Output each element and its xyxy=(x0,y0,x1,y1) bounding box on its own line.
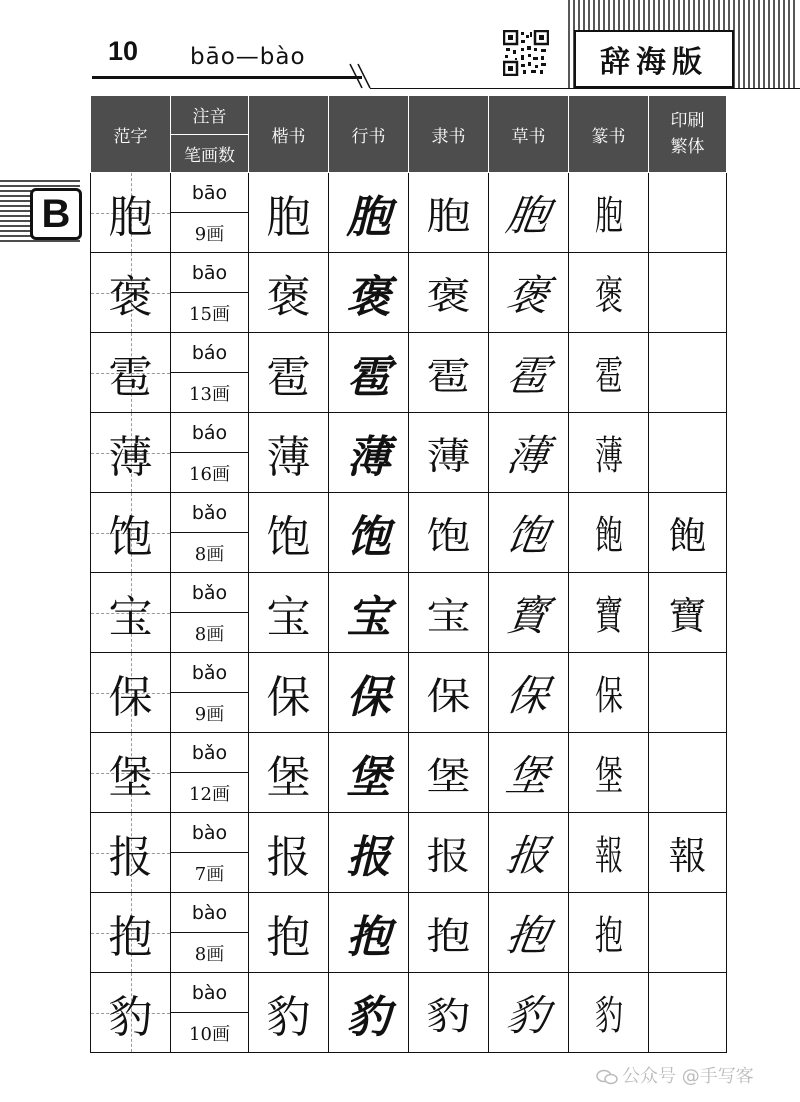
zhuanshu-glyph: 抱 xyxy=(594,913,623,959)
zhuanshu-cell xyxy=(569,573,649,653)
xingshu-glyph: 豹 xyxy=(329,973,409,1053)
kaishu-glyph: 胞 xyxy=(249,173,329,253)
zhuanshu-glyph: 豹 xyxy=(594,993,623,1039)
zhuanshu-cell xyxy=(569,893,649,973)
caoshu-cell xyxy=(489,333,569,413)
xingshu-glyph: 保 xyxy=(329,653,409,733)
xingshu-glyph: 薄 xyxy=(329,413,409,493)
fanti-glyph: 寶 xyxy=(649,573,727,653)
caoshu-glyph: 薄 xyxy=(503,430,553,480)
zhuanshu-cell xyxy=(569,493,649,573)
lishu-glyph: 堡 xyxy=(426,754,471,798)
zhuanshu-glyph: 報 xyxy=(594,833,623,879)
stroke-count: 13画 xyxy=(171,373,249,413)
watermark-text: 公众号 @手写客 xyxy=(622,1066,754,1087)
main-character: 宝 xyxy=(91,573,171,653)
col-header-zhuyin-bihua xyxy=(171,96,249,173)
kaishu-glyph: 薄 xyxy=(249,413,329,493)
lishu-cell xyxy=(409,653,489,733)
fanti-glyph: 報 xyxy=(649,813,727,893)
zhuanshu-glyph: 保 xyxy=(594,673,623,719)
main-character: 报 xyxy=(91,813,171,893)
lishu-glyph: 薄 xyxy=(426,434,471,478)
zhuanshu-cell xyxy=(569,253,649,333)
fanti-glyph xyxy=(649,173,727,253)
col-header-fanti: 印刷 繁体 xyxy=(649,96,727,173)
table-row xyxy=(91,413,727,453)
caoshu-glyph: 堡 xyxy=(503,750,553,800)
main-character: 雹 xyxy=(91,333,171,413)
table-row xyxy=(91,973,727,1013)
col-header-zhuanshu: 篆书 xyxy=(569,96,649,173)
zhuanshu-glyph: 胞 xyxy=(594,193,623,239)
caoshu-cell xyxy=(489,893,569,973)
zhuanshu-cell xyxy=(569,653,649,733)
table-row xyxy=(91,253,727,293)
caoshu-glyph: 保 xyxy=(503,670,553,720)
col-header-xingshu: 行书 xyxy=(329,96,409,173)
fanti-glyph xyxy=(649,333,727,413)
lishu-glyph: 报 xyxy=(426,834,471,878)
caoshu-glyph: 胞 xyxy=(503,190,553,240)
caoshu-cell xyxy=(489,973,569,1053)
lishu-cell xyxy=(409,333,489,413)
header-slash-decoration xyxy=(348,62,374,90)
section-letter-tab[interactable]: B xyxy=(30,188,82,240)
fanti-glyph xyxy=(649,893,727,973)
zhuanshu-glyph: 薄 xyxy=(594,433,623,479)
pinyin: bào xyxy=(171,973,249,1013)
table-row xyxy=(91,173,727,213)
pinyin: bāo xyxy=(171,253,249,293)
caoshu-glyph: 褒 xyxy=(503,270,553,320)
main-character: 胞 xyxy=(91,173,171,253)
xingshu-glyph: 抱 xyxy=(329,893,409,973)
col-header-fanzi: 范字 xyxy=(91,96,171,173)
lishu-cell xyxy=(409,733,489,813)
main-character: 堡 xyxy=(91,733,171,813)
header-rule xyxy=(92,76,362,79)
stroke-count: 9画 xyxy=(171,213,249,253)
xingshu-glyph: 饱 xyxy=(329,493,409,573)
pinyin: báo xyxy=(171,333,249,373)
lishu-cell xyxy=(409,893,489,973)
lishu-cell xyxy=(409,493,489,573)
lishu-glyph: 保 xyxy=(426,674,471,718)
main-character: 豹 xyxy=(91,973,171,1053)
main-character: 抱 xyxy=(91,893,171,973)
pinyin: bào xyxy=(171,813,249,853)
xingshu-glyph: 雹 xyxy=(329,333,409,413)
wechat-icon xyxy=(596,1069,618,1085)
character-table xyxy=(90,95,727,1053)
page-number: 10 xyxy=(108,36,139,66)
kaishu-glyph: 报 xyxy=(249,813,329,893)
caoshu-cell xyxy=(489,173,569,253)
main-character: 褒 xyxy=(91,253,171,333)
col-header-bihua: 笔画数 xyxy=(184,145,235,166)
edition-label-box xyxy=(574,30,734,88)
lishu-cell xyxy=(409,973,489,1053)
col-header-kaishu: 楷书 xyxy=(249,96,329,173)
col-header-zhuyin: 注音 xyxy=(171,96,248,135)
table-row xyxy=(91,333,727,373)
kaishu-glyph: 堡 xyxy=(249,733,329,813)
stroke-count: 7画 xyxy=(171,853,249,893)
kaishu-glyph: 抱 xyxy=(249,893,329,973)
caoshu-glyph: 雹 xyxy=(503,350,553,400)
stroke-count: 9画 xyxy=(171,693,249,733)
lishu-cell xyxy=(409,813,489,893)
lishu-glyph: 饱 xyxy=(426,514,471,558)
stroke-count: 12画 xyxy=(171,773,249,813)
kaishu-glyph: 饱 xyxy=(249,493,329,573)
fanti-glyph xyxy=(649,973,727,1053)
pinyin: bǎo xyxy=(171,653,249,693)
caoshu-cell xyxy=(489,813,569,893)
main-character: 保 xyxy=(91,653,171,733)
kaishu-glyph: 豹 xyxy=(249,973,329,1053)
lishu-glyph: 胞 xyxy=(426,194,471,238)
zhuanshu-glyph: 飽 xyxy=(594,513,623,559)
stroke-count: 8画 xyxy=(171,533,249,573)
pinyin: báo xyxy=(171,413,249,453)
fanti-glyph xyxy=(649,733,727,813)
stroke-count: 10画 xyxy=(171,1013,249,1053)
lishu-glyph: 雹 xyxy=(426,354,471,398)
header-rule-right xyxy=(370,88,800,89)
xingshu-glyph: 褒 xyxy=(329,253,409,333)
xingshu-glyph: 堡 xyxy=(329,733,409,813)
table-row xyxy=(91,893,727,933)
pinyin: bāo xyxy=(171,173,249,213)
fanti-glyph xyxy=(649,413,727,493)
lishu-glyph: 褒 xyxy=(426,274,471,318)
lishu-glyph: 宝 xyxy=(426,594,471,638)
stroke-count: 8画 xyxy=(171,933,249,973)
caoshu-cell xyxy=(489,413,569,493)
fanti-glyph xyxy=(649,653,727,733)
lishu-glyph: 豹 xyxy=(426,994,471,1038)
col-header-caoshu: 草书 xyxy=(489,96,569,173)
caoshu-cell xyxy=(489,733,569,813)
pinyin: bǎo xyxy=(171,733,249,773)
kaishu-glyph: 褒 xyxy=(249,253,329,333)
watermark xyxy=(596,1062,754,1088)
stroke-count: 8画 xyxy=(171,613,249,653)
fanti-glyph xyxy=(649,253,727,333)
kaishu-glyph: 保 xyxy=(249,653,329,733)
lishu-cell xyxy=(409,253,489,333)
xingshu-glyph: 宝 xyxy=(329,573,409,653)
pinyin: bǎo xyxy=(171,573,249,613)
caoshu-glyph: 饱 xyxy=(503,510,553,560)
main-character: 薄 xyxy=(91,413,171,493)
edition-label: 辞海版 xyxy=(600,45,708,80)
lishu-cell xyxy=(409,573,489,653)
table-row xyxy=(91,733,727,773)
caoshu-glyph: 抱 xyxy=(503,910,553,960)
pinyin: bào xyxy=(171,893,249,933)
table-row xyxy=(91,573,727,613)
kaishu-glyph: 雹 xyxy=(249,333,329,413)
caoshu-glyph: 豹 xyxy=(503,990,553,1040)
zhuanshu-glyph: 褒 xyxy=(594,273,623,319)
pinyin: bǎo xyxy=(171,493,249,533)
caoshu-glyph: 寳 xyxy=(503,590,553,640)
main-character: 饱 xyxy=(91,493,171,573)
stroke-count: 15画 xyxy=(171,293,249,333)
lishu-glyph: 抱 xyxy=(426,914,471,958)
caoshu-glyph: 报 xyxy=(503,830,553,880)
zhuanshu-cell xyxy=(569,733,649,813)
zhuanshu-cell xyxy=(569,413,649,493)
table-row xyxy=(91,813,727,853)
qr-code-icon[interactable] xyxy=(503,30,549,76)
kaishu-glyph: 宝 xyxy=(249,573,329,653)
zhuanshu-cell xyxy=(569,173,649,253)
table-row xyxy=(91,653,727,693)
zhuanshu-cell xyxy=(569,333,649,413)
caoshu-cell xyxy=(489,493,569,573)
caoshu-cell xyxy=(489,653,569,733)
zhuanshu-glyph: 寶 xyxy=(594,593,623,639)
xingshu-glyph: 报 xyxy=(329,813,409,893)
lishu-cell xyxy=(409,413,489,493)
caoshu-cell xyxy=(489,253,569,333)
table-row xyxy=(91,493,727,533)
pinyin-range: bāo—bào xyxy=(190,44,306,70)
caoshu-cell xyxy=(489,573,569,653)
stroke-count: 16画 xyxy=(171,453,249,493)
fanti-glyph: 飽 xyxy=(649,493,727,573)
lishu-cell xyxy=(409,173,489,253)
col-header-lishu: 隶书 xyxy=(409,96,489,173)
zhuanshu-cell xyxy=(569,973,649,1053)
zhuanshu-glyph: 雹 xyxy=(594,353,623,399)
zhuanshu-cell xyxy=(569,813,649,893)
zhuanshu-glyph: 堡 xyxy=(594,753,623,799)
xingshu-glyph: 胞 xyxy=(329,173,409,253)
